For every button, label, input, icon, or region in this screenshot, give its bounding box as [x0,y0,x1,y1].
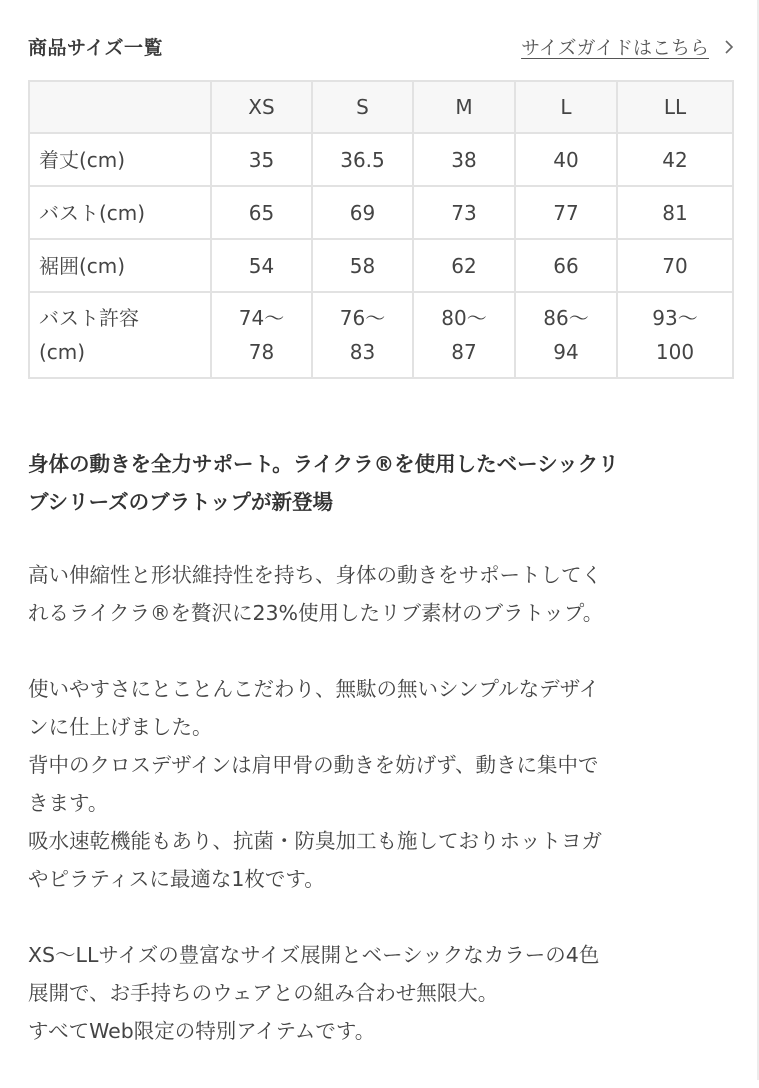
cell-line: 87 [451,340,477,364]
chevron-right-icon[interactable] [721,38,737,54]
table-cell: 36.5 [312,133,413,186]
description-paragraph [28,556,738,632]
row-label-bust-tolerance [29,292,211,378]
table-row [29,133,733,186]
cell-line: 100 [655,340,695,364]
size-guide-link-text[interactable]: サイズガイドはこちら [521,36,709,59]
table-cell: 54 [211,239,312,292]
description-line: XS〜LLサイズの豊富なサイズ展開とベーシックなカラーの4色 [28,943,600,967]
description-line: れるライクラ®を贅沢に23%使用したリブ素材のブラトップ。 [28,601,604,625]
product-description [28,556,738,1088]
description-line: すべてWeb限定の特別アイテムです。 [28,1019,376,1043]
description-line: 展開で、お手持ちのウェアとの組み合わせ無限大。 [28,981,499,1005]
corner-cell [29,81,211,133]
size-header-ll: LL [617,81,733,133]
table-cell: 65 [211,186,312,239]
table-cell: 73 [413,186,515,239]
row-label-line: バスト許容 [39,306,139,330]
table-cell: 70 [617,239,733,292]
row-label-bust: バスト(cm) [29,186,211,239]
cell-line: 80〜 [441,306,487,330]
cell-line: 93〜 [652,306,698,330]
description-line: 吸水速乾機能もあり、抗菌・防臭加工も施しておりホットヨガ [28,829,602,853]
table-cell: 69 [312,186,413,239]
size-table [28,80,734,379]
row-label-line: (cm) [39,340,86,364]
lead-line: 身体の動きを全力サポート。ライクラ®を使用したベーシックリ [28,452,619,476]
cell-line: 74〜 [238,306,285,330]
row-label-length: 着丈(cm) [29,133,211,186]
cell-line: 76〜 [339,306,386,330]
table-cell: 62 [413,239,515,292]
section-title: 商品サイズ一覧 [28,36,163,59]
cell-line: 94 [553,340,579,364]
table-cell: 77 [515,186,617,239]
product-lead-heading [28,445,738,521]
size-header-l: L [515,81,617,133]
cell-line: 86〜 [543,306,589,330]
lead-line: ブシリーズのブラトップが新登場 [28,490,334,514]
table-cell: 58 [312,239,413,292]
table-cell: 66 [515,239,617,292]
cell-line: 83 [349,340,376,364]
table-cell: 35 [211,133,312,186]
size-header-m: M [413,81,515,133]
description-line: 高い伸縮性と形状維持性を持ち、身体の動きをサポートしてく [28,563,602,587]
size-list-header [28,30,737,62]
table-row [29,292,733,378]
size-header-xs: XS [211,81,312,133]
description-line: ンに仕上げました。 [28,715,213,739]
table-cell [617,292,733,378]
size-header-s: S [312,81,413,133]
table-cell: 42 [617,133,733,186]
row-label-hem: 裾囲(cm) [29,239,211,292]
table-cell [413,292,515,378]
cell-line: 78 [248,340,275,364]
size-header-row [29,81,733,133]
table-row [29,239,733,292]
table-cell: 38 [413,133,515,186]
description-paragraph [28,670,738,898]
size-guide-link[interactable] [521,33,737,60]
description-line: やピラティスに最適な1枚です。 [28,867,325,891]
table-cell [312,292,413,378]
table-cell: 40 [515,133,617,186]
table-row [29,186,733,239]
description-line: 使いやすさにとことんこだわり、無駄の無いシンプルなデザイ [28,677,600,701]
description-line: 背中のクロスデザインは肩甲骨の動きを妨げず、動きに集中で [28,753,599,777]
table-cell [515,292,617,378]
description-paragraph [28,936,738,1050]
table-cell: 81 [617,186,733,239]
table-cell [211,292,312,378]
description-line: きます。 [28,791,109,815]
